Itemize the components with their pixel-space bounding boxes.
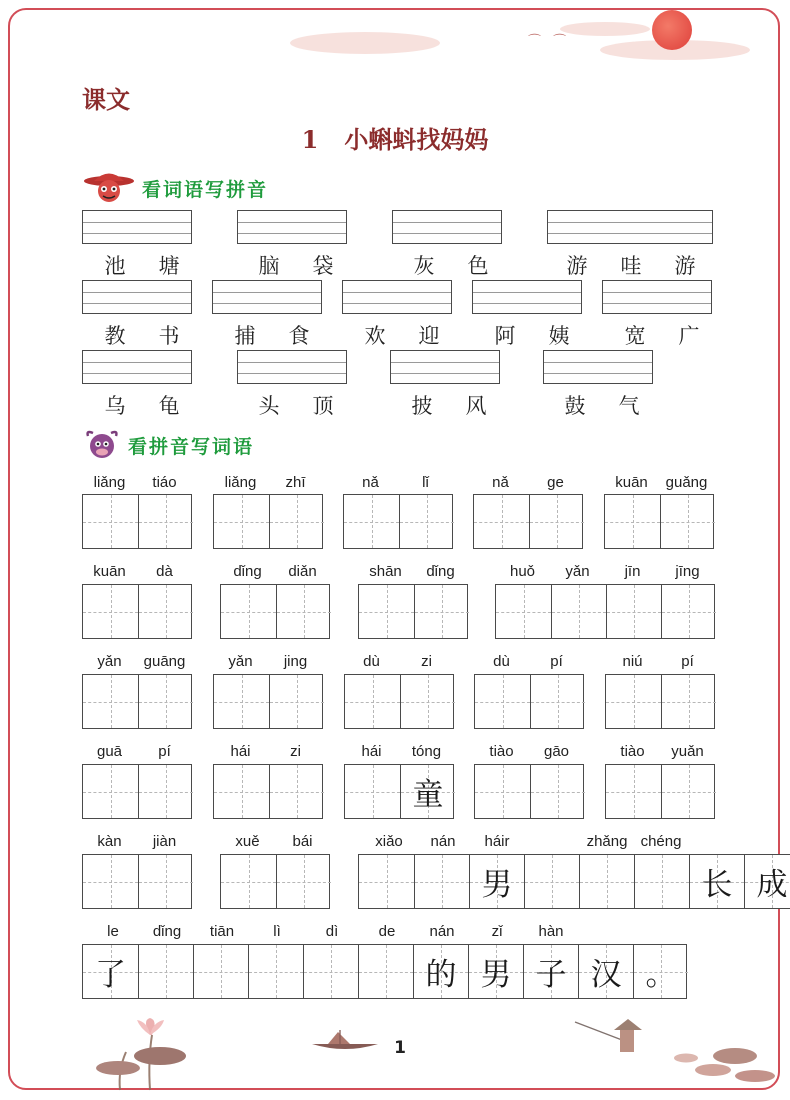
exercise1-header — [82, 172, 268, 204]
word-character: 池 — [104, 254, 126, 278]
grid-cell[interactable] — [475, 675, 530, 728]
ox-mascot-icon — [82, 430, 122, 460]
grid-cell[interactable] — [83, 495, 138, 548]
grid-cell[interactable] — [269, 675, 324, 728]
pinyin-label: háir — [484, 833, 510, 850]
pinyin-label: shān — [369, 563, 402, 580]
writing-grid[interactable] — [474, 764, 584, 819]
word-character: 气 — [618, 394, 640, 418]
writing-grid[interactable] — [604, 494, 714, 549]
writing-grid[interactable] — [495, 584, 715, 639]
grid-cell[interactable] — [193, 945, 248, 998]
grid-cell[interactable] — [221, 585, 276, 638]
pinyin-label: dǐng — [152, 923, 182, 940]
grid-cell[interactable] — [276, 585, 331, 638]
word-character: 欢 — [364, 324, 386, 348]
writing-grid[interactable] — [213, 764, 323, 819]
word-character: 捕 — [234, 324, 256, 348]
grid-cell[interactable] — [276, 855, 331, 908]
pinyin-label: kuān — [93, 563, 126, 580]
pinyin-label: zǐ — [491, 923, 503, 940]
pinyin-label: dù — [363, 653, 380, 670]
pinyin-label: xiǎo — [375, 833, 403, 850]
lesson-name: 小蝌蚪找妈妈 — [344, 126, 489, 154]
page-number: 1 — [394, 1038, 406, 1058]
exercise1-title: 看词语写拼音 — [142, 178, 269, 201]
writing-grid[interactable] — [474, 674, 584, 729]
grid-character: 男 — [480, 957, 512, 993]
lesson-number: 1 — [301, 125, 319, 154]
grid-character: 男 — [481, 867, 513, 903]
pinyin-answer-box[interactable] — [82, 350, 192, 384]
writing-grid[interactable] — [343, 494, 453, 549]
word-character: 游 — [566, 254, 588, 278]
grid-cell[interactable] — [633, 945, 688, 998]
word-character: 迎 — [418, 324, 440, 348]
writing-grid[interactable] — [220, 854, 330, 909]
pinyin-label: lì — [273, 923, 281, 940]
writing-grid[interactable] — [220, 584, 330, 639]
grid-cell[interactable] — [468, 945, 523, 998]
writing-grid[interactable] — [82, 674, 192, 729]
pinyin-answer-box[interactable] — [212, 280, 322, 314]
pinyin-label: hàn — [538, 923, 564, 940]
grid-cell[interactable] — [661, 765, 716, 818]
pinyin-label: dǐng — [426, 563, 455, 580]
pinyin-label: kàn — [97, 833, 122, 850]
grid-cell[interactable] — [83, 585, 138, 638]
word-character: 袋 — [312, 254, 334, 278]
grid-cell[interactable] — [605, 495, 660, 548]
grid-cell[interactable] — [551, 585, 606, 638]
pinyin-label: nán — [429, 923, 455, 940]
pinyin-label: tiào — [620, 743, 645, 760]
grid-cell[interactable] — [214, 495, 269, 548]
grid-cell[interactable] — [359, 585, 414, 638]
word-character: 顶 — [312, 394, 334, 418]
pinyin-label: ge — [547, 474, 564, 491]
writing-grid[interactable] — [82, 494, 192, 549]
pinyin-label: yuǎn — [671, 743, 704, 760]
grid-cell[interactable] — [578, 945, 633, 998]
grid-cell[interactable] — [661, 585, 716, 638]
pinyin-label: hái — [361, 743, 382, 760]
pinyin-label: dì — [325, 923, 339, 940]
pinyin-answer-box[interactable] — [602, 280, 712, 314]
pinyin-label: nǎ — [492, 474, 509, 491]
grid-cell[interactable] — [530, 765, 585, 818]
word-character: 灰 — [413, 254, 435, 278]
pinyin-label: tiào — [489, 743, 514, 760]
pinyin-answer-box[interactable] — [82, 280, 192, 314]
grid-cell[interactable] — [414, 585, 469, 638]
grid-cell[interactable] — [359, 855, 414, 908]
grid-cell[interactable] — [475, 765, 530, 818]
grid-character: 童 — [412, 777, 444, 813]
pinyin-label: zhī — [285, 474, 306, 491]
grid-cell[interactable] — [138, 855, 193, 908]
grid-cell[interactable] — [524, 855, 579, 908]
pinyin-label: lǐ — [422, 474, 429, 491]
pinyin-label: bái — [292, 833, 313, 850]
exercise2-header — [82, 430, 254, 460]
word-character: 阿 — [494, 324, 516, 348]
grid-cell[interactable] — [606, 585, 661, 638]
grid-cell[interactable] — [83, 855, 138, 908]
grid-cell[interactable] — [83, 945, 138, 998]
pinyin-answer-box[interactable] — [237, 350, 347, 384]
writing-grid[interactable] — [82, 854, 192, 909]
birds-decoration: ⌒ ⌒ — [528, 34, 571, 49]
word-character: 哇 — [620, 254, 642, 278]
grid-cell[interactable] — [138, 495, 193, 548]
pinyin-label: dà — [156, 563, 173, 580]
word-character: 鼓 — [564, 394, 586, 418]
pinyin-label: nán — [430, 833, 456, 850]
grid-cell[interactable] — [83, 675, 138, 728]
pinyin-answer-box[interactable] — [82, 210, 192, 244]
word-character: 食 — [288, 324, 310, 348]
word-character: 龟 — [158, 394, 180, 418]
pinyin-label: pí — [681, 653, 694, 670]
pinyin-label: zhǎng — [586, 833, 628, 850]
writing-grid[interactable] — [605, 674, 715, 729]
pinyin-label: jing — [283, 653, 308, 670]
pinyin-label: dù — [493, 653, 510, 670]
word-character: 教 — [104, 324, 126, 348]
writing-grid[interactable] — [82, 584, 192, 639]
grid-cell[interactable] — [530, 675, 585, 728]
writing-grid[interactable] — [473, 494, 583, 549]
grid-character: 子 — [535, 957, 567, 993]
grid-cell[interactable] — [138, 675, 193, 728]
grid-cell[interactable] — [606, 675, 661, 728]
pinyin-label: kuān — [615, 474, 648, 491]
writing-grid[interactable] — [213, 494, 323, 549]
grid-cell[interactable] — [400, 765, 455, 818]
pinyin-label: jīn — [624, 563, 641, 580]
grid-cell[interactable] — [469, 855, 524, 908]
grid-cell[interactable] — [660, 495, 715, 548]
pinyin-label: yǎn — [97, 653, 122, 670]
grid-cell[interactable] — [248, 945, 303, 998]
writing-grid[interactable] — [82, 944, 687, 999]
grid-cell[interactable] — [496, 585, 551, 638]
word-character: 乌 — [104, 394, 126, 418]
pinyin-label: guāng — [143, 653, 186, 670]
pinyin-label: gāo — [543, 743, 570, 760]
pinyin-label: xuě — [235, 833, 260, 850]
writing-grid[interactable] — [358, 584, 468, 639]
grid-cell[interactable] — [303, 945, 358, 998]
word-character: 书 — [158, 324, 180, 348]
grid-character: 成 — [756, 867, 788, 903]
grid-cell[interactable] — [345, 675, 400, 728]
pinyin-label: guā — [96, 743, 123, 760]
grid-cell[interactable] — [579, 855, 634, 908]
grid-character: 了 — [95, 957, 126, 993]
grid-cell[interactable] — [214, 675, 269, 728]
writing-grid[interactable] — [344, 674, 454, 729]
pinyin-label: tiáo — [152, 474, 177, 491]
tadpole-mascot-icon — [82, 172, 136, 204]
pinyin-label: chéng — [640, 833, 682, 850]
pinyin-label: jīng — [675, 563, 700, 580]
pinyin-label: diǎn — [288, 563, 317, 580]
pinyin-label: dǐng — [233, 563, 262, 580]
grid-cell[interactable] — [413, 945, 468, 998]
writing-grid[interactable] — [605, 764, 715, 819]
grid-character: 的 — [425, 957, 457, 993]
pinyin-label: niú — [622, 653, 643, 670]
grid-cell[interactable] — [606, 765, 661, 818]
pinyin-label: le — [107, 923, 119, 940]
grid-cell[interactable] — [523, 945, 578, 998]
pinyin-label: de — [378, 923, 396, 940]
pinyin-answer-box[interactable] — [472, 280, 582, 314]
grid-cell[interactable] — [400, 675, 455, 728]
grid-cell[interactable] — [358, 945, 413, 998]
pinyin-label: huǒ — [509, 563, 536, 580]
writing-grid[interactable] — [344, 764, 454, 819]
pinyin-label: pí — [158, 743, 171, 760]
word-character: 脑 — [258, 254, 280, 278]
grid-cell[interactable] — [214, 765, 269, 818]
grid-cell[interactable] — [399, 495, 454, 548]
exercise2-title: 看拼音写词语 — [128, 435, 255, 458]
pinyin-label: pí — [550, 653, 563, 670]
pinyin-label: liǎng — [93, 474, 126, 491]
pinyin-label: tiān — [209, 923, 235, 940]
pinyin-label: liǎng — [224, 474, 257, 491]
pinyin-answer-box[interactable] — [392, 210, 502, 244]
writing-grid[interactable] — [213, 674, 323, 729]
grid-cell[interactable] — [414, 855, 469, 908]
grid-cell[interactable] — [269, 495, 324, 548]
pinyin-label: zi — [421, 653, 432, 670]
pinyin-answer-box[interactable] — [390, 350, 500, 384]
pinyin-label: guǎng — [665, 474, 708, 491]
word-character: 塘 — [158, 254, 180, 278]
grid-cell[interactable] — [345, 765, 400, 818]
pinyin-label: nǎ — [362, 474, 379, 491]
word-character: 游 — [674, 254, 696, 278]
grid-cell[interactable] — [138, 765, 193, 818]
pinyin-answer-box[interactable] — [342, 280, 452, 314]
grid-cell[interactable] — [344, 495, 399, 548]
word-character: 广 — [678, 324, 700, 348]
pinyin-label: yǎn — [228, 653, 253, 670]
grid-cell[interactable] — [634, 855, 689, 908]
grid-cell[interactable] — [83, 765, 138, 818]
pinyin-label: yǎn — [565, 563, 590, 580]
grid-cell[interactable] — [221, 855, 276, 908]
grid-cell[interactable] — [138, 945, 193, 998]
grid-cell[interactable] — [689, 855, 744, 908]
pinyin-label: tóng — [411, 743, 442, 760]
word-character: 色 — [467, 254, 489, 278]
section-label: 课文 — [82, 86, 130, 114]
grid-character: 。 — [645, 957, 677, 993]
word-character: 宽 — [624, 324, 646, 348]
grid-character: 汉 — [590, 957, 622, 993]
pinyin-label: jiàn — [152, 833, 177, 850]
writing-grid[interactable] — [82, 764, 192, 819]
pinyin-answer-box[interactable] — [547, 210, 713, 244]
word-character: 披 — [411, 394, 433, 418]
pinyin-label: hái — [230, 743, 251, 760]
writing-grid[interactable] — [358, 854, 790, 909]
grid-character: 长 — [701, 867, 733, 903]
grid-cell[interactable] — [529, 495, 584, 548]
word-character: 风 — [465, 394, 487, 418]
pinyin-label: zi — [290, 743, 301, 760]
grid-cell[interactable] — [661, 675, 716, 728]
grid-cell[interactable] — [744, 855, 790, 908]
pinyin-answer-box[interactable] — [543, 350, 653, 384]
lesson-title — [0, 120, 790, 155]
grid-cell[interactable] — [269, 765, 324, 818]
word-character: 姨 — [548, 324, 570, 348]
pinyin-answer-box[interactable] — [237, 210, 347, 244]
word-character: 头 — [258, 394, 280, 418]
grid-cell[interactable] — [138, 585, 193, 638]
sun-decoration — [652, 10, 692, 50]
grid-cell[interactable] — [474, 495, 529, 548]
